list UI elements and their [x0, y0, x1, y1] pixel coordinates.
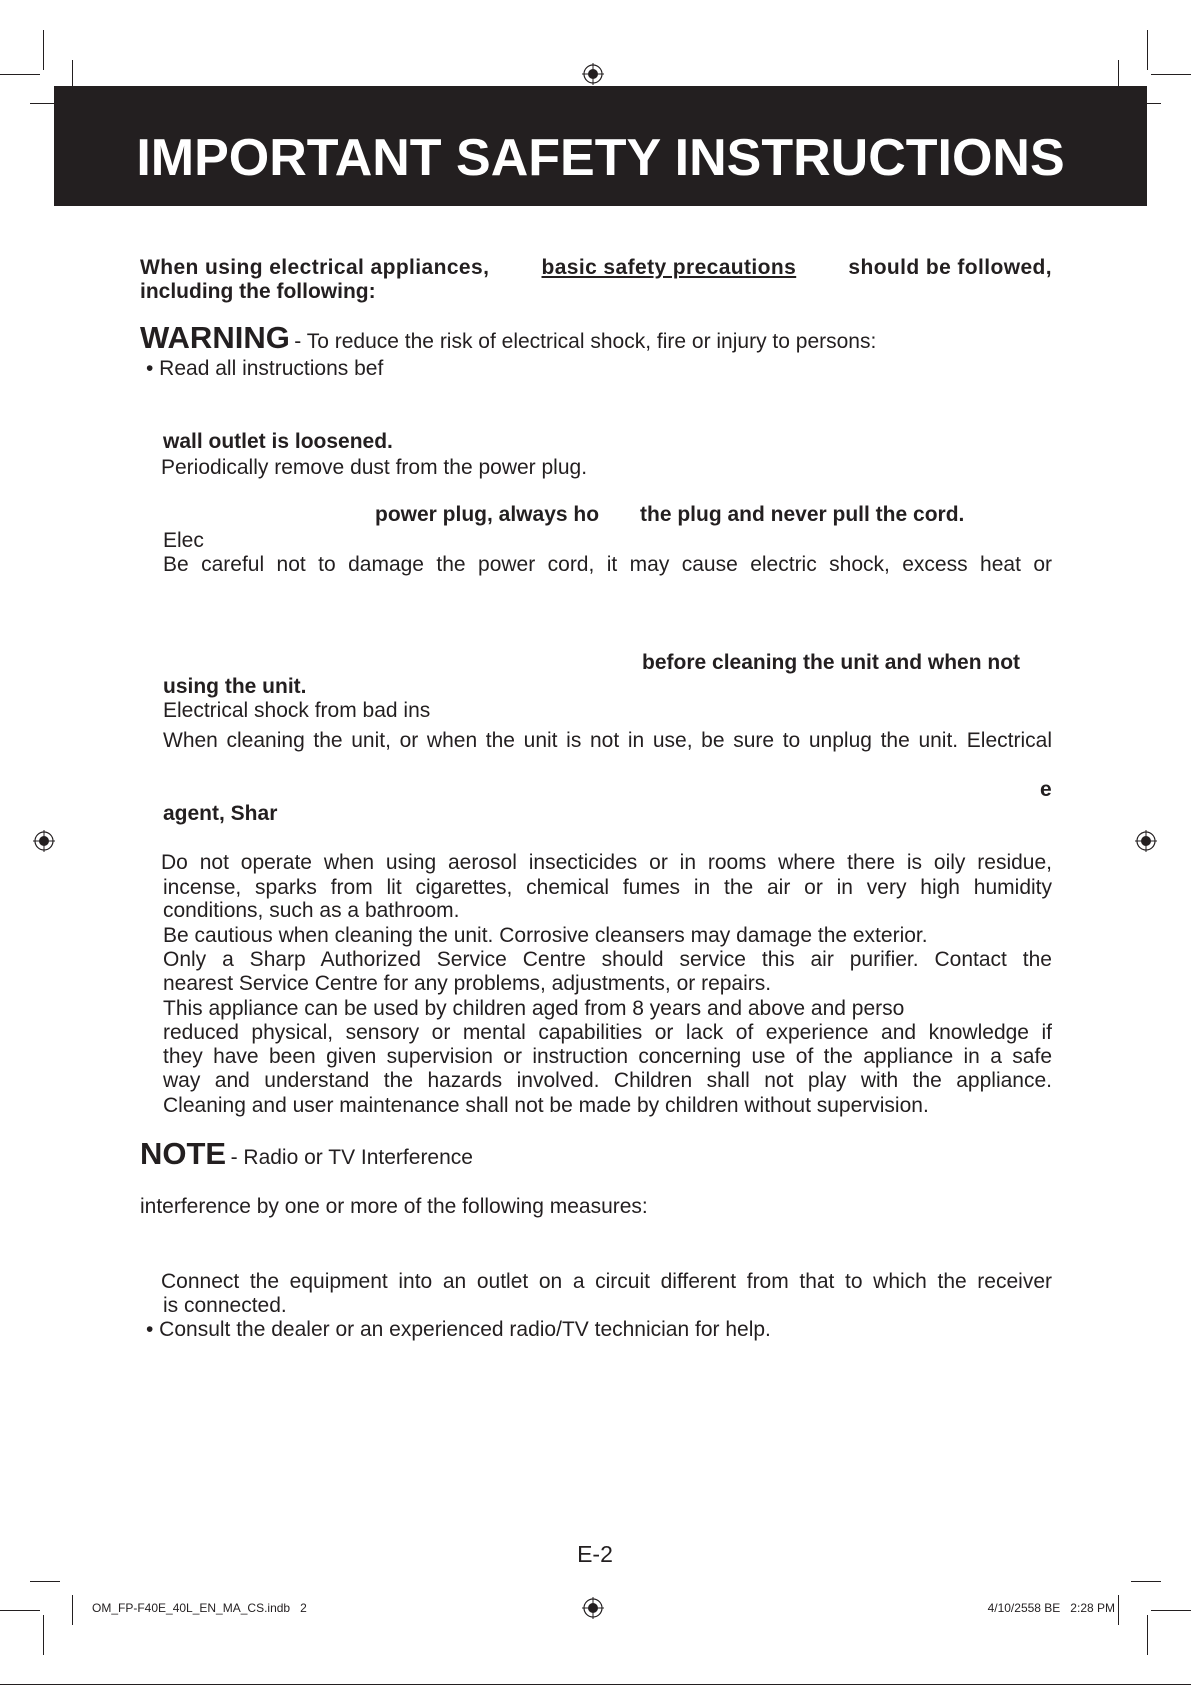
- warning-line: Electrical shock from bad ins: [163, 699, 431, 722]
- header-bar: [54, 86, 1147, 206]
- registration-mark-icon: [33, 830, 55, 852]
- warning-line: Be cautious when cleaning the unit. Corrosive cleansers may damage the exterior.: [163, 924, 928, 947]
- intro-line-1: [140, 256, 1052, 280]
- note-line: Connect the equipment into an outlet on a circuit different from that to which the receiver: [161, 1270, 1052, 1293]
- note-text: - Radio or TV Interference: [230, 1146, 473, 1169]
- footer-filename: OM_FP-F40E_40L_EN_MA_CS.indb 2: [92, 1601, 307, 1615]
- warning-heading: [140, 322, 876, 354]
- registration-mark-icon: [1135, 830, 1157, 852]
- warning-line: Do not operate when using aerosol insecticides or in rooms where there is oily residue,: [161, 851, 1052, 874]
- intro-part-2: should be followed,: [848, 256, 1052, 279]
- crop-mark: [1118, 1595, 1119, 1625]
- warning-line: incense, sparks from lit cigarettes, chemical fumes in the air or in very high humidity: [163, 876, 1052, 899]
- intro-line-2: including the following:: [140, 280, 376, 303]
- warning-line: they have been given supervision or instruction concerning use of the appliance in a safe: [163, 1045, 1052, 1068]
- warning-line: wall outlet is loosened.: [163, 430, 393, 453]
- warning-line: power plug, always ho: [375, 503, 600, 526]
- intro-link: basic safety precautions: [541, 256, 797, 279]
- note-heading: [140, 1138, 473, 1170]
- warning-line: way and understand the hazards involved. Children shall not play with the appliance.: [163, 1069, 1052, 1092]
- warning-line: Periodically remove dust from the power plug.: [161, 456, 588, 479]
- registration-mark-icon: [582, 63, 604, 85]
- crop-mark: [72, 1595, 73, 1625]
- warning-line: using the unit.: [163, 675, 307, 698]
- crop-mark: [1147, 1615, 1148, 1655]
- crop-mark: [1147, 30, 1148, 70]
- crop-mark: [1151, 74, 1191, 75]
- page-title: IMPORTANT SAFETY INSTRUCTIONS: [136, 129, 1065, 187]
- warning-line: • Read all instructions bef: [146, 357, 384, 380]
- warning-text: - To reduce the risk of electrical shock, fire or injury to persons:: [294, 330, 877, 353]
- crop-mark: [1151, 1610, 1191, 1611]
- note-label: NOTE: [140, 1136, 227, 1171]
- crop-mark: [30, 1581, 60, 1582]
- warning-line: e: [1040, 778, 1052, 801]
- warning-line: nearest Service Centre for any problems, adjustments, or repairs.: [163, 972, 772, 995]
- note-line: • Consult the dealer or an experienced radio/TV technician for help.: [146, 1318, 771, 1341]
- warning-line: the plug and never pull the cord.: [640, 503, 965, 526]
- warning-line: Cleaning and user maintenance shall not be made by children without supervision.: [163, 1094, 929, 1117]
- crop-mark: [1131, 1581, 1161, 1582]
- crop-mark: [43, 30, 44, 70]
- warning-line: conditions, such as a bathroom.: [163, 899, 460, 922]
- crop-mark: [0, 74, 40, 75]
- note-line: interference by one or more of the following measures:: [140, 1195, 648, 1218]
- warning-line: agent, Shar: [163, 802, 278, 825]
- warning-line: Only a Sharp Authorized Service Centre should service this air purifier. Contact the: [163, 948, 1052, 971]
- crop-mark: [43, 1615, 44, 1655]
- warning-line: When cleaning the unit, or when the unit is not in use, be sure to unplug the unit. Electrical: [163, 729, 1052, 752]
- crop-mark: [0, 1610, 40, 1611]
- warning-line: reduced physical, sensory or mental capabilities or lack of experience and knowledge if: [163, 1021, 1052, 1044]
- warning-line: Elec: [163, 529, 204, 552]
- warning-line: Be careful not to damage the power cord, it may cause electric shock, excess heat or: [163, 553, 1052, 576]
- registration-mark-icon: [582, 1597, 604, 1619]
- page-number: E-2: [577, 1541, 613, 1567]
- note-line: is connected.: [163, 1294, 287, 1317]
- footer-date: 4/10/2558 BE 2:28 PM: [987, 1601, 1115, 1615]
- intro-part-1: When using electrical appliances,: [140, 256, 490, 279]
- warning-line: This appliance can be used by children aged from 8 years and above and perso: [163, 997, 905, 1020]
- warning-line: before cleaning the unit and when not: [642, 651, 1021, 674]
- warning-label: WARNING: [140, 320, 290, 355]
